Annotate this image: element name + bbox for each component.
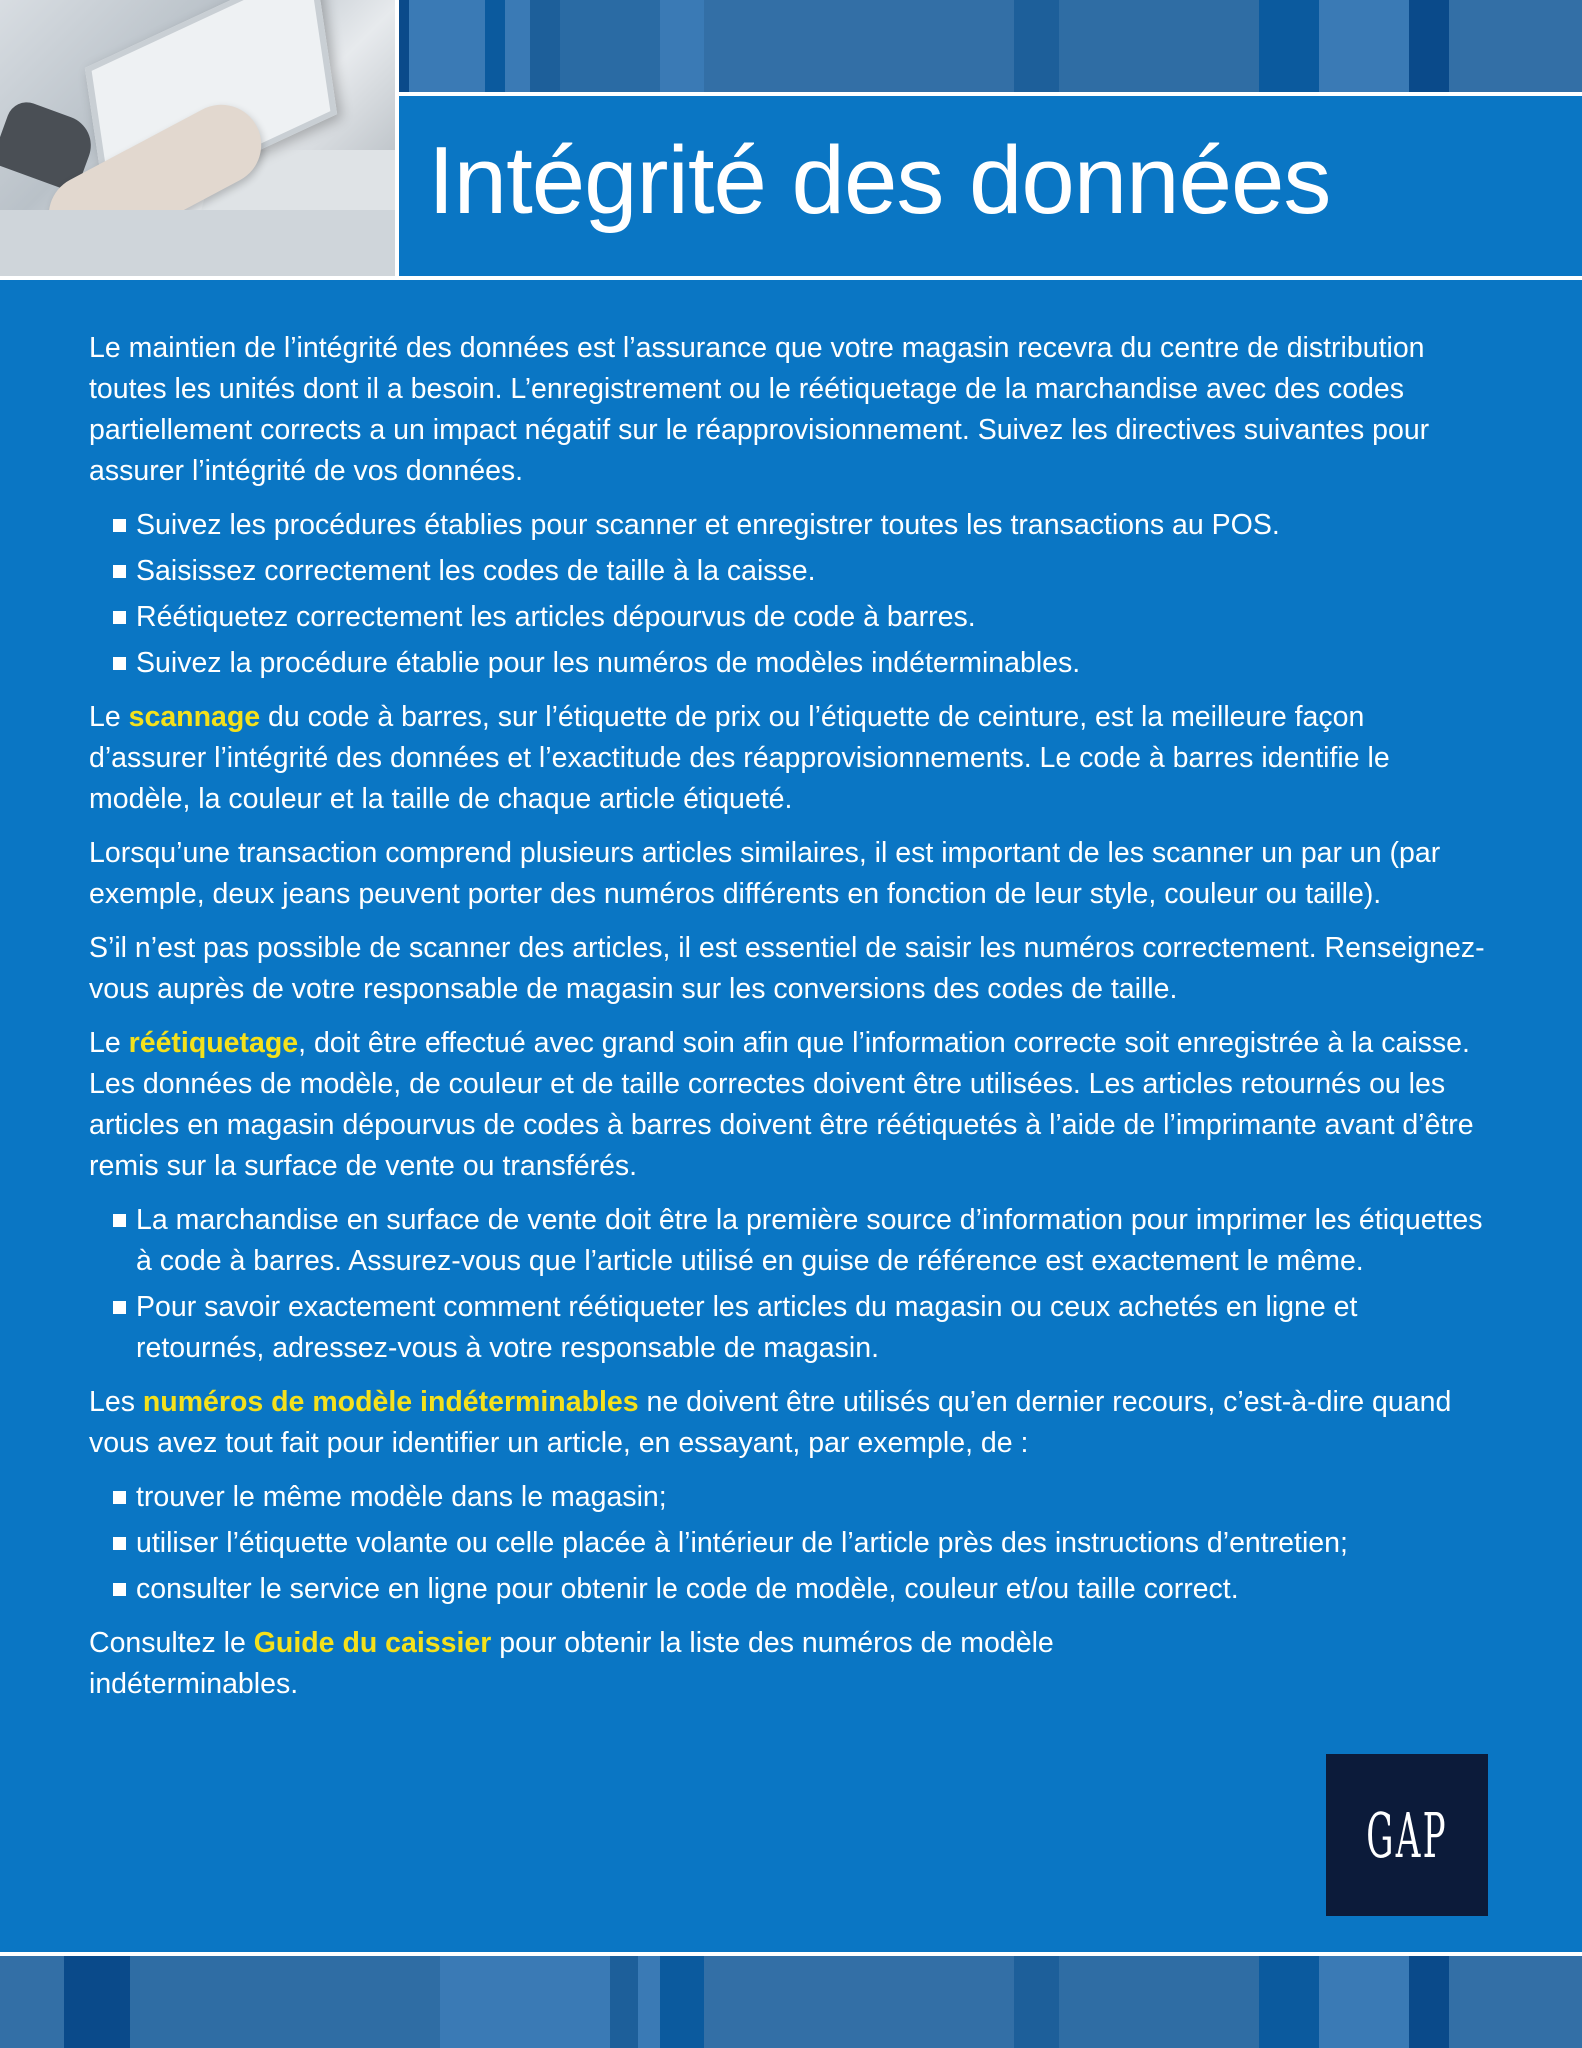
header-bottom-rule: [0, 276, 1582, 280]
gap-logo: GAP: [1326, 1754, 1488, 1916]
model-numbers-paragraph: Les numéros de modèle indéterminables ne doivent être utilisés qu’en dernier recours, c’est-à-dire quand vous avez tout fait pour identifier un article, en essayant, par exemple, de :: [89, 1386, 1452, 1459]
list-item: Saisissez correctement les codes de taille à la caisse.: [89, 551, 1489, 592]
main-content: [89, 328, 1489, 1718]
list-item: utiliser l’étiquette volante ou celle placée à l’intérieur de l’article près des instructions d’entretien;: [89, 1523, 1489, 1564]
highlight-scannage: scannage: [128, 701, 261, 733]
directives-list: [89, 505, 1489, 684]
list-item: La marchandise en surface de vente doit être la première source d’information pour imprimer les étiquettes à code à barres. Assurez-vous que l’article utilisé en guise de référence est exactement le même.: [89, 1200, 1489, 1282]
relabel-paragraph: Le réétiquetage, doit être effectué avec grand soin afin que l’information correcte soit enregistrée à la caisse. Les données de modèle, de couleur et de taille correctes doivent être utilisées. Les articles retournés ou les articles en magasin dépourvus de codes à barres doivent être réétiquetés à l’aide de l’imprimante avant d’être remis sur la surface de vente ou transférés.: [89, 1027, 1474, 1182]
square-bullet-icon: [113, 1537, 126, 1550]
bottom-stripe-band: [0, 1956, 1582, 2048]
square-bullet-icon: [113, 519, 126, 532]
identify-list: [89, 1477, 1489, 1610]
list-item: Pour savoir exactement comment réétiqueter les articles du magasin ou ceux achetés en ligne et retournés, adressez-vous à votre responsable de magasin.: [89, 1287, 1489, 1369]
list-item: consulter le service en ligne pour obtenir le code de modèle, couleur et/ou taille correct.: [89, 1569, 1489, 1610]
square-bullet-icon: [113, 1491, 126, 1504]
guide-paragraph: Consultez le Guide du caissier pour obtenir la liste des numéros de modèle indéterminables.: [89, 1627, 1054, 1700]
square-bullet-icon: [113, 565, 126, 578]
square-bullet-icon: [113, 611, 126, 624]
square-bullet-icon: [113, 657, 126, 670]
square-bullet-icon: [113, 1583, 126, 1596]
list-item: Réétiquetez correctement les articles dépourvus de code à barres.: [89, 597, 1489, 638]
manual-entry-paragraph: S’il n’est pas possible de scanner des articles, il est essentiel de saisir les numéros correctement. Renseignez-vous auprès de votre responsable de magasin sur les conversions des codes de taille.: [89, 932, 1485, 1005]
relabel-list: [89, 1200, 1489, 1369]
list-item: Suivez la procédure établie pour les numéros de modèles indéterminables.: [89, 643, 1489, 684]
highlight-guide-caissier: Guide du caissier: [253, 1627, 492, 1659]
page-title: Intégrité des données: [428, 127, 1331, 234]
square-bullet-icon: [113, 1214, 126, 1227]
list-item: trouver le même modèle dans le magasin;: [89, 1477, 1489, 1518]
highlight-numeros-modele: numéros de modèle indéterminables: [142, 1386, 639, 1418]
similar-items-paragraph: Lorsqu’une transaction comprend plusieurs articles similaires, il est important de les scanner un par un (par exemple, deux jeans peuvent porter des numéros différents en fonction de leur style, couleur ou taille).: [89, 837, 1441, 910]
intro-paragraph: Le maintien de l’intégrité des données est l’assurance que votre magasin recevra du centre de distribution toutes les unités dont il a besoin. L’enregistrement ou le réétiquetage de la marchandise avec des codes partiellement corrects a un impact négatif sur le réapprovisionnement. Suivez les directives suivantes pour assurer l’intégrité de vos données.: [89, 332, 1430, 487]
highlight-reetiquetage: réétiquetage: [128, 1027, 299, 1059]
scanning-paragraph: Le scannage du code à barres, sur l’étiquette de prix ou l’étiquette de ceinture, est la meilleure façon d’assurer l’intégrité des données et l’exactitude des réapprovisionnements. Le code à barres identifie le modèle, la couleur et la taille de chaque article étiqueté.: [89, 701, 1390, 815]
cashier-photo: [0, 0, 395, 276]
square-bullet-icon: [113, 1301, 126, 1314]
list-item: Suivez les procédures établies pour scanner et enregistrer toutes les transactions au POS.: [89, 505, 1489, 546]
